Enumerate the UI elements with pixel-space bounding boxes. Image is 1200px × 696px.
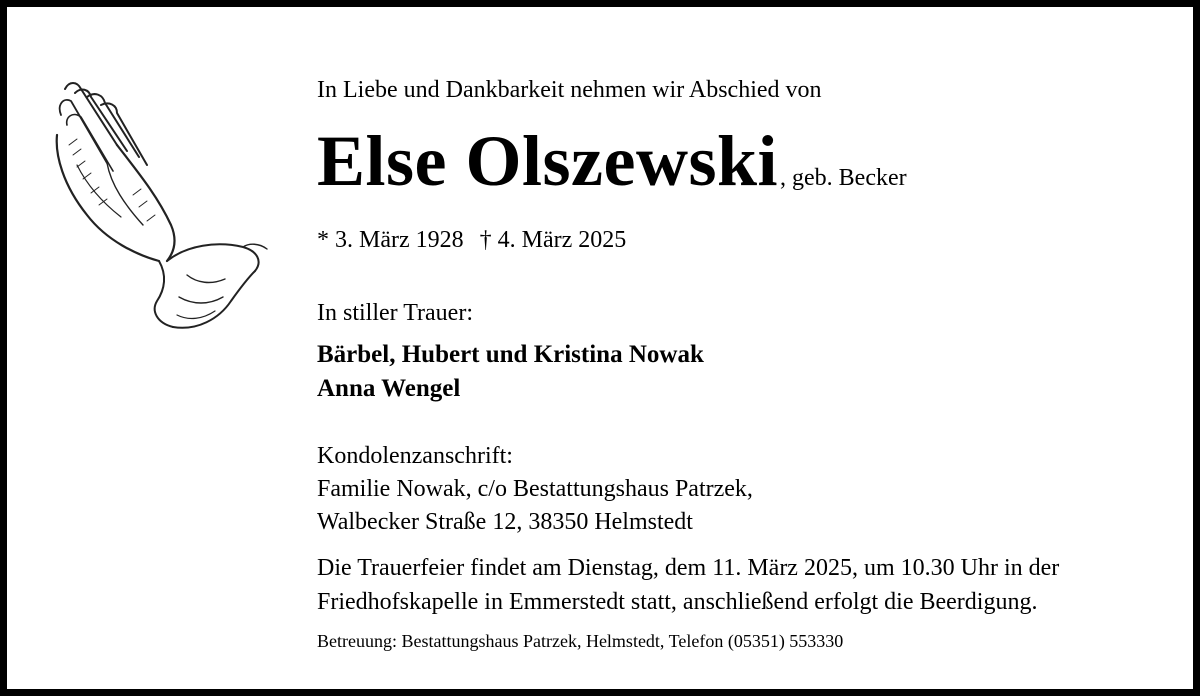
condolence-address-line: Familie Nowak, c/o Bestattungshaus Patrzek, [317, 476, 753, 502]
mourner-line: Bärbel, Hubert und Kristina Nowak [317, 341, 704, 368]
ceremony-text-line: Die Trauerfeier findet am Dienstag, dem 11. März 2025, um 10.30 Uhr in der [317, 555, 1060, 581]
intro-text: In Liebe und Dankbarkeit nehmen wir Abschied von [317, 77, 822, 103]
funeral-home-care-text: Betreuung: Bestattungshaus Patrzek, Helmstedt, Telefon (05351) 553330 [317, 631, 844, 651]
birth-date: * 3. März 1928 [317, 227, 464, 253]
mourner-line: Anna Wengel [317, 375, 461, 402]
mourning-label: In stiller Trauer: [317, 300, 473, 326]
condolence-address-line: Walbecker Straße 12, 38350 Helmstedt [317, 509, 693, 535]
condolence-address-label: Kondolenzanschrift: [317, 443, 513, 469]
maiden-name: , geb. Becker [780, 165, 907, 191]
deceased-name: Else Olszewski [317, 121, 779, 201]
praying-hands-icon [47, 75, 277, 337]
ceremony-text-line: Friedhofskapelle in Emmerstedt statt, anschließend erfolgt die Beerdigung. [317, 589, 1038, 615]
death-date: † 4. März 2025 [479, 227, 627, 253]
life-dates [317, 227, 626, 254]
deceased-name-line [317, 121, 907, 201]
